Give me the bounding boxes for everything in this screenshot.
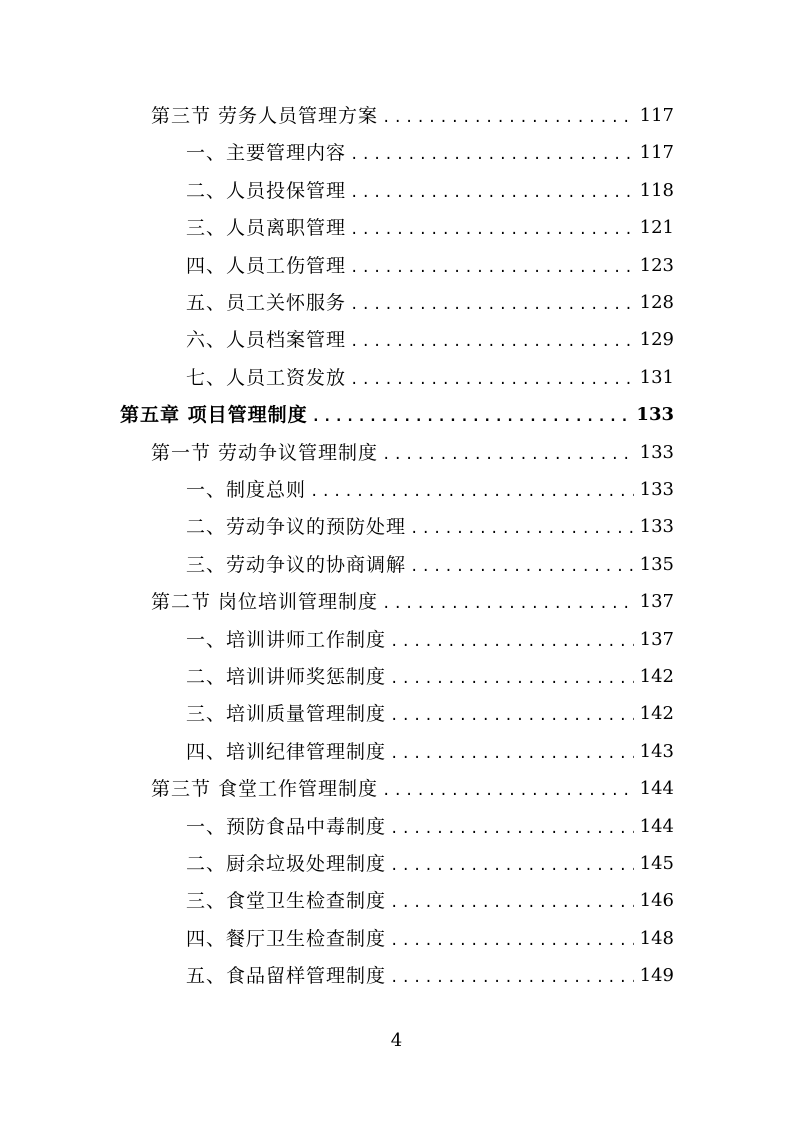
toc-leader-dots — [310, 474, 634, 510]
toc-subsection-entry[interactable] — [186, 210, 674, 246]
toc-subsection-entry[interactable] — [186, 734, 674, 770]
toc-subsection-entry[interactable] — [186, 173, 674, 209]
toc-entry-title: 七、人员工资发放 — [186, 366, 347, 389]
toc-entry-page: 146 — [639, 890, 674, 912]
toc-entry-page: 144 — [639, 815, 674, 837]
toc-entry-page: 117 — [639, 142, 674, 164]
toc-chapter-entry[interactable] — [120, 397, 674, 433]
toc-subsection-entry[interactable] — [186, 883, 674, 919]
toc-entry-page: 133 — [636, 404, 674, 426]
toc-subsection-entry[interactable] — [186, 472, 674, 508]
toc-entry-page: 135 — [639, 553, 674, 575]
toc-leader-dots — [350, 250, 634, 286]
toc-entry-title: 一、主要管理内容 — [186, 142, 347, 165]
toc-entry-title: 二、劳动争议的预防处理 — [186, 516, 407, 539]
toc-entry-page: 137 — [639, 591, 674, 613]
toc-entry-title: 五、员工关怀服务 — [186, 292, 347, 314]
toc-leader-dots — [382, 437, 634, 473]
toc-leader-dots — [390, 661, 634, 697]
toc-subsection-entry[interactable] — [186, 322, 674, 358]
toc-entry-page: 133 — [639, 516, 674, 538]
toc-leader-dots — [390, 885, 634, 921]
toc-entry-title: 第二节 岗位培训管理制度 — [151, 591, 379, 614]
toc-entry-page: 123 — [639, 254, 674, 276]
toc-entry-page: 142 — [639, 666, 674, 687]
toc-leader-dots — [390, 698, 634, 734]
toc-leader-dots — [390, 848, 634, 884]
toc-entry-title: 第三节 食堂工作管理制度 — [151, 778, 379, 801]
toc-entry-title: 第一节 劳动争议管理制度 — [151, 441, 379, 464]
toc-entry-title: 二、培训讲师奖惩制度 — [186, 666, 387, 688]
toc-entry-page: 128 — [639, 292, 674, 313]
toc-leader-dots — [350, 362, 634, 398]
toc-entry-title: 五、食品留样管理制度 — [186, 965, 387, 988]
toc-entry-page: 133 — [639, 441, 674, 463]
toc-leader-dots — [382, 100, 634, 136]
toc-section-entry[interactable] — [151, 435, 674, 471]
toc-entry-title: 四、餐厅卫生检查制度 — [186, 927, 387, 950]
toc-entry-title: 第三节 劳务人员管理方案 — [151, 105, 379, 127]
toc-entry-title: 四、人员工伤管理 — [186, 254, 347, 277]
toc-entry-title: 六、人员档案管理 — [186, 329, 347, 352]
toc-subsection-entry[interactable] — [186, 809, 674, 845]
toc-entry-title: 二、厨余垃圾处理制度 — [186, 853, 387, 875]
toc-leader-dots — [350, 137, 634, 173]
toc-entry-title: 一、制度总则 — [186, 479, 307, 501]
toc-entry-title: 三、培训质量管理制度 — [186, 703, 387, 726]
toc-leader-dots — [390, 811, 634, 847]
toc-entry-title: 三、人员离职管理 — [186, 217, 347, 240]
toc-section-entry[interactable] — [151, 771, 674, 807]
toc-subsection-entry[interactable] — [186, 659, 674, 695]
toc-subsection-entry[interactable] — [186, 248, 674, 284]
page-number: 4 — [390, 1030, 403, 1051]
toc-entry-page: 131 — [639, 366, 674, 388]
toc-subsection-entry[interactable] — [186, 135, 674, 171]
toc-leader-dots — [350, 212, 634, 248]
toc-entry-page: 118 — [639, 179, 674, 201]
toc-leader-dots — [350, 324, 634, 360]
toc-section-entry[interactable] — [151, 584, 674, 620]
toc-leader-dots — [382, 773, 634, 809]
toc-entry-title: 一、预防食品中毒制度 — [186, 815, 387, 838]
toc-subsection-entry[interactable] — [186, 622, 674, 658]
toc-section-entry[interactable] — [151, 98, 674, 134]
toc-leader-dots — [382, 586, 634, 622]
toc-leader-dots — [350, 175, 634, 211]
toc-leader-dots — [390, 736, 634, 772]
toc-entry-title: 一、培训讲师工作制度 — [186, 628, 387, 651]
toc-subsection-entry[interactable] — [186, 509, 674, 545]
toc-subsection-entry[interactable] — [186, 846, 674, 882]
toc-entry-page: 148 — [639, 927, 674, 949]
toc-entry-title: 二、人员投保管理 — [186, 179, 347, 202]
toc-leader-dots — [410, 511, 634, 547]
toc-entry-page: 145 — [639, 853, 674, 874]
toc-leader-dots — [390, 960, 634, 996]
toc-entry-title: 第五章 项目管理制度 — [120, 404, 308, 427]
toc-entry-page: 149 — [639, 965, 674, 987]
toc-entry-title: 三、劳动争议的协商调解 — [186, 553, 407, 576]
toc-subsection-entry[interactable] — [186, 285, 674, 321]
toc-entry-page: 133 — [639, 479, 674, 500]
toc-subsection-entry[interactable] — [186, 921, 674, 957]
toc-subsection-entry[interactable] — [186, 958, 674, 994]
toc-subsection-entry[interactable] — [186, 360, 674, 396]
toc-leader-dots — [312, 399, 631, 435]
toc-entry-page: 144 — [639, 778, 674, 800]
toc-leader-dots — [390, 624, 634, 660]
toc-entry-page: 129 — [639, 329, 674, 351]
toc-leader-dots — [410, 549, 634, 585]
toc-entry-page: 142 — [639, 703, 674, 725]
toc-entry-title: 三、食堂卫生检查制度 — [186, 890, 387, 913]
toc-entry-title: 四、培训纪律管理制度 — [186, 740, 387, 763]
toc-leader-dots — [350, 287, 634, 323]
toc-entry-page: 121 — [639, 217, 674, 239]
toc-subsection-entry[interactable] — [186, 547, 674, 583]
toc-leader-dots — [390, 923, 634, 959]
toc-subsection-entry[interactable] — [186, 696, 674, 732]
toc-entry-page: 117 — [639, 105, 674, 126]
toc-entry-page: 143 — [639, 740, 674, 762]
toc-entry-page: 137 — [639, 628, 674, 650]
